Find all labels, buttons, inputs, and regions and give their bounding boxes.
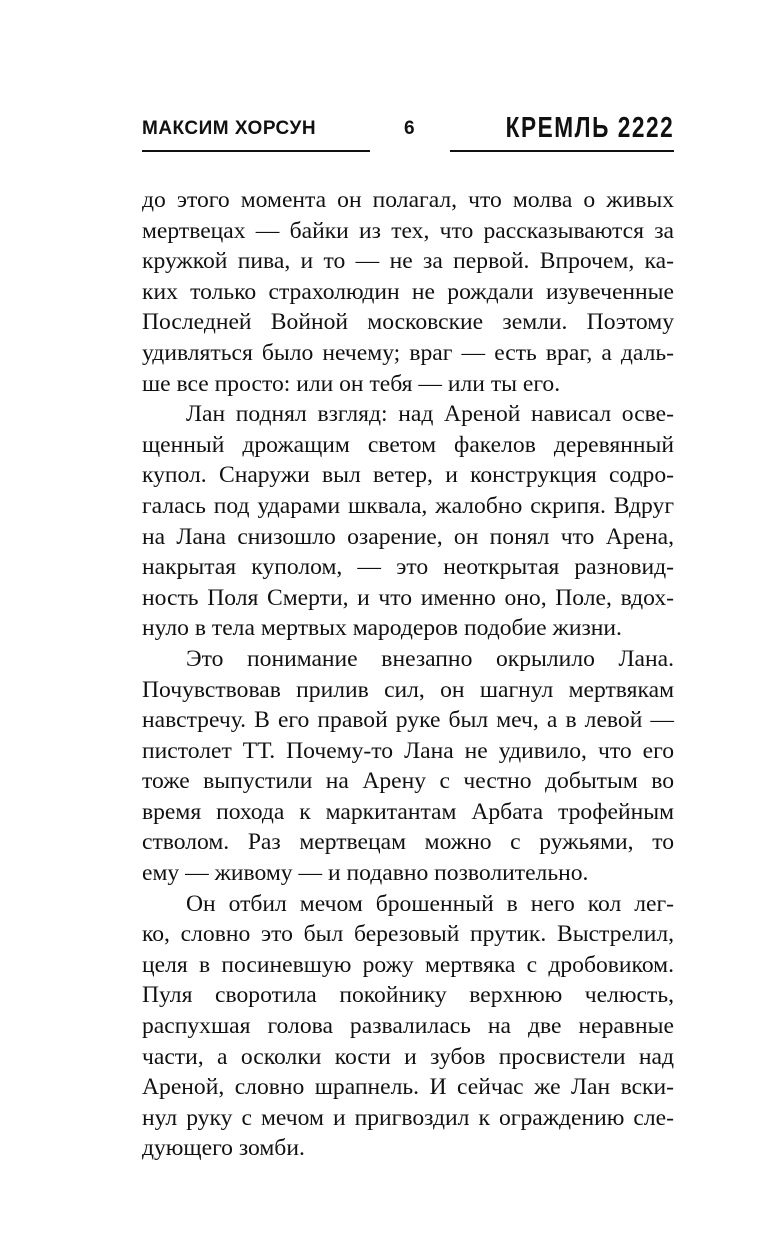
author-name: МАКСИМ ХОРСУН xyxy=(142,118,317,139)
text-line: накрытая куполом, — это неоткрытая разновид- xyxy=(142,554,674,581)
text-line: тоже выпустили на Арену с честно добытым во xyxy=(142,768,674,795)
text-line: Он отбил мечом брошенный в него кол лег- xyxy=(186,890,674,917)
text-line: галась под ударами шквала, жалобно скрипя. Вдруг xyxy=(142,492,674,519)
text-line: Это понимание внезапно окрылило Лана. xyxy=(186,645,674,672)
text-line: ких только страхолюдин не рождали изувеченные xyxy=(142,278,674,305)
header-rule-left xyxy=(142,150,370,152)
text-line: Ареной, словно шрапнель. И сейчас же Лан вски- xyxy=(142,1074,674,1101)
series-title: КРЕМЛЬ 2222 xyxy=(505,112,674,144)
text-line: части, а осколки кости и зубов просвистели над xyxy=(142,1043,674,1070)
text-line: дующего зомби. xyxy=(142,1135,305,1162)
text-line: на Лана снизошло озарение, он понял что Арена, xyxy=(142,523,674,550)
text-line: Почувствовав прилив сил, он шагнул мертвякам xyxy=(142,676,674,703)
text-line: пистолет ТТ. Почему-то Лана не удивило, что его xyxy=(142,737,674,764)
text-line: щенный дрожащим светом факелов деревянный xyxy=(142,431,674,458)
text-line: нуло в тела мертвых мародеров подобие жизни. xyxy=(142,615,622,642)
text-line: распухшая голова развалилась на две неравные xyxy=(142,1013,674,1040)
page-number: 6 xyxy=(404,118,415,139)
text-line: навстречу. В его правой руке был меч, а в левой — xyxy=(142,707,674,734)
text-line: ше все просто: или он тебя — или ты его. xyxy=(142,370,561,397)
text-line: ко, словно это был березовый прутик. Выстрелил, xyxy=(142,921,674,948)
text-line: ность Поля Смерти, и что именно оно, Поле, вдох- xyxy=(142,584,674,611)
text-line: Лан поднял взгляд: над Ареной нависал осве- xyxy=(186,401,674,428)
text-line: целя в посиневшую рожу мертвяка с дробовиком. xyxy=(142,951,674,978)
text-line: Последней Войной московские земли. Поэтому xyxy=(142,309,674,336)
header-rule-right xyxy=(450,150,674,152)
body-text xyxy=(142,185,674,1164)
text-line: кружкой пива, и то — не за первой. Впрочем, ка- xyxy=(142,248,674,275)
text-line: мертвецах — байки из тех, что рассказываются за xyxy=(142,217,674,244)
text-line: купол. Снаружи выл ветер, и конструкция содро- xyxy=(142,462,674,489)
text-line: время похода к маркитантам Арбата трофейным xyxy=(142,798,674,825)
text-line: стволом. Раз мертвецам можно с ружьями, то xyxy=(142,829,674,856)
text-line: до этого момента он полагал, что молва о живых xyxy=(142,187,674,213)
running-header xyxy=(142,112,674,156)
text-line: Пуля своротила покойнику верхнюю челюсть, xyxy=(142,982,674,1009)
text-line: удивляться было нечему; враг — есть враг, а даль- xyxy=(142,339,674,366)
text-line: ему — живому — и подавно позволительно. xyxy=(142,860,589,887)
text-line: нул руку с мечом и пригвоздил к ограждению сле- xyxy=(142,1104,674,1131)
